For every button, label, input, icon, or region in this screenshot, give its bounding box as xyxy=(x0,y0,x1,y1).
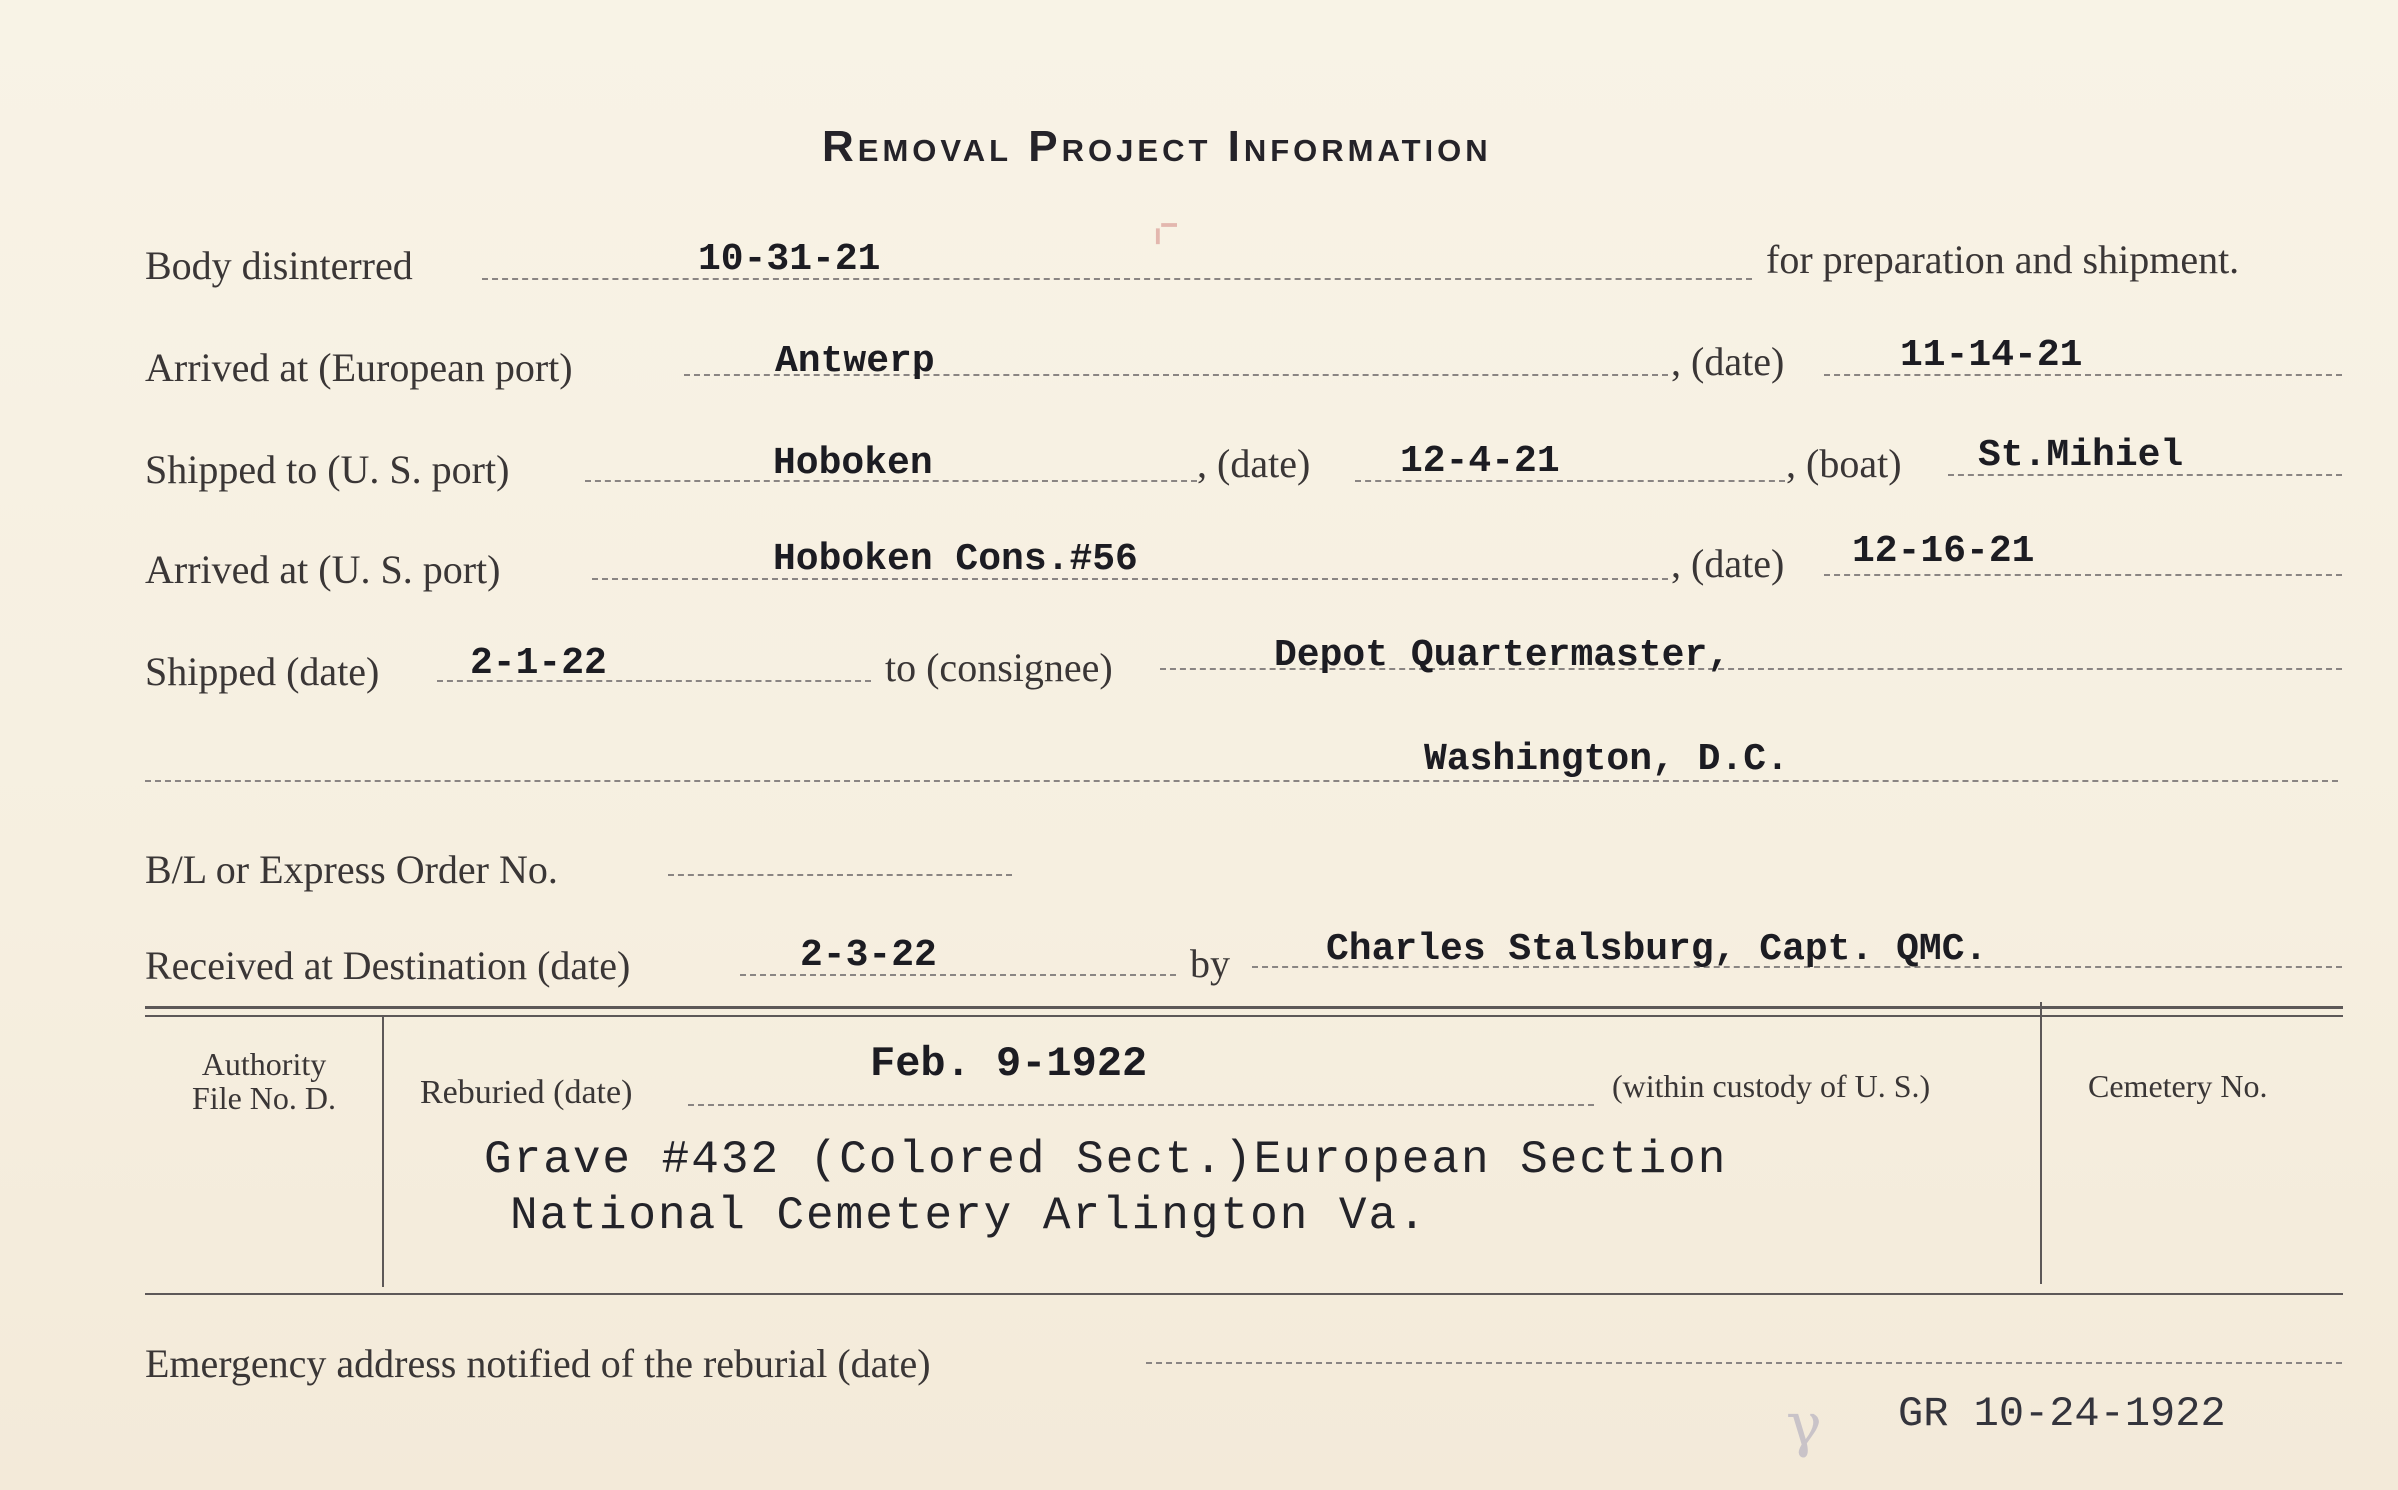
pencil-initial-mark: γ xyxy=(1786,1390,1822,1460)
body-disinterred-label: Body disinterred xyxy=(145,243,413,288)
express-order-label: B/L or Express Order No. xyxy=(145,847,558,892)
us-port-arrived-label: Arrived at (U. S. port) xyxy=(145,547,501,592)
us-port-shipped-value: Hoboken xyxy=(773,442,933,485)
consignee-value-1: Depot Quartermaster, xyxy=(1274,634,1731,677)
authority-label-line1: Authority xyxy=(201,1046,327,1082)
box-bottom-rule xyxy=(145,1293,2343,1295)
grave-line-1: Grave #432 (Colored Sect.)European Section xyxy=(484,1134,1728,1186)
consignee-line-2 xyxy=(145,780,2338,782)
boat-value: St.Mihiel xyxy=(1978,434,2184,477)
us-port-arrived-date-value: 12-16-21 xyxy=(1852,530,2035,573)
european-port-date-label: , (date) xyxy=(1671,339,1785,384)
custody-label: (within custody of U. S.) xyxy=(1612,1068,1931,1104)
european-port-label: Arrived at (European port) xyxy=(145,345,573,390)
box-divider-right xyxy=(2040,1002,2042,1284)
emergency-address-line xyxy=(1146,1362,2342,1364)
emergency-address-label: Emergency address notified of the reburial (date) xyxy=(145,1341,931,1386)
us-port-arrived-date-label: , (date) xyxy=(1671,541,1785,586)
body-disinterred-suffix: for preparation and shipment. xyxy=(1766,237,2240,282)
box-top-rule xyxy=(145,1006,2343,1009)
box-top-rule-2 xyxy=(145,1015,2343,1017)
us-port-arrived-date-line xyxy=(1824,574,2342,576)
us-port-shipped-label: Shipped to (U. S. port) xyxy=(145,447,510,492)
authority-label-line2: File No. D. xyxy=(192,1079,336,1116)
boat-label: , (boat) xyxy=(1786,441,1902,486)
received-destination-date: 2-3-22 xyxy=(800,934,937,977)
consignee-label: to (consignee) xyxy=(885,645,1113,690)
european-port-date-value: 11-14-21 xyxy=(1900,334,2083,377)
us-port-arrived-value: Hoboken Cons.#56 xyxy=(773,538,1138,581)
express-order-line xyxy=(668,874,1012,876)
consignee-value-2: Washington, D.C. xyxy=(1424,738,1789,781)
european-port-value: Antwerp xyxy=(775,340,935,383)
received-destination-label: Received at Destination (date) xyxy=(145,943,631,988)
reburied-line xyxy=(688,1104,1594,1106)
authority-label xyxy=(150,1048,378,1115)
gr-stamp: GR 10-24-1922 xyxy=(1898,1390,2226,1438)
box-divider-left xyxy=(382,1017,384,1287)
reburied-label: Reburied (date) xyxy=(420,1074,633,1111)
body-disinterred-line xyxy=(482,278,1752,280)
shipped-date-value: 2-1-22 xyxy=(470,642,607,685)
cemetery-number-label: Cemetery No. xyxy=(2088,1068,2268,1104)
received-by-value: Charles Stalsburg, Capt. QMC. xyxy=(1326,928,1988,971)
card-title: Removal Project Information xyxy=(822,122,1492,171)
grave-line-2: National Cemetery Arlington Va. xyxy=(510,1190,1428,1242)
body-disinterred-value: 10-31-21 xyxy=(698,238,881,281)
shipped-date-label: Shipped (date) xyxy=(145,649,380,694)
us-port-shipped-date-label: , (date) xyxy=(1197,441,1311,486)
received-by-label: by xyxy=(1190,941,1230,986)
pencil-check-mark: ⌌ xyxy=(1136,190,1180,253)
us-port-shipped-date-value: 12-4-21 xyxy=(1400,440,1560,483)
reburied-date-value: Feb. 9-1922 xyxy=(870,1040,1148,1088)
